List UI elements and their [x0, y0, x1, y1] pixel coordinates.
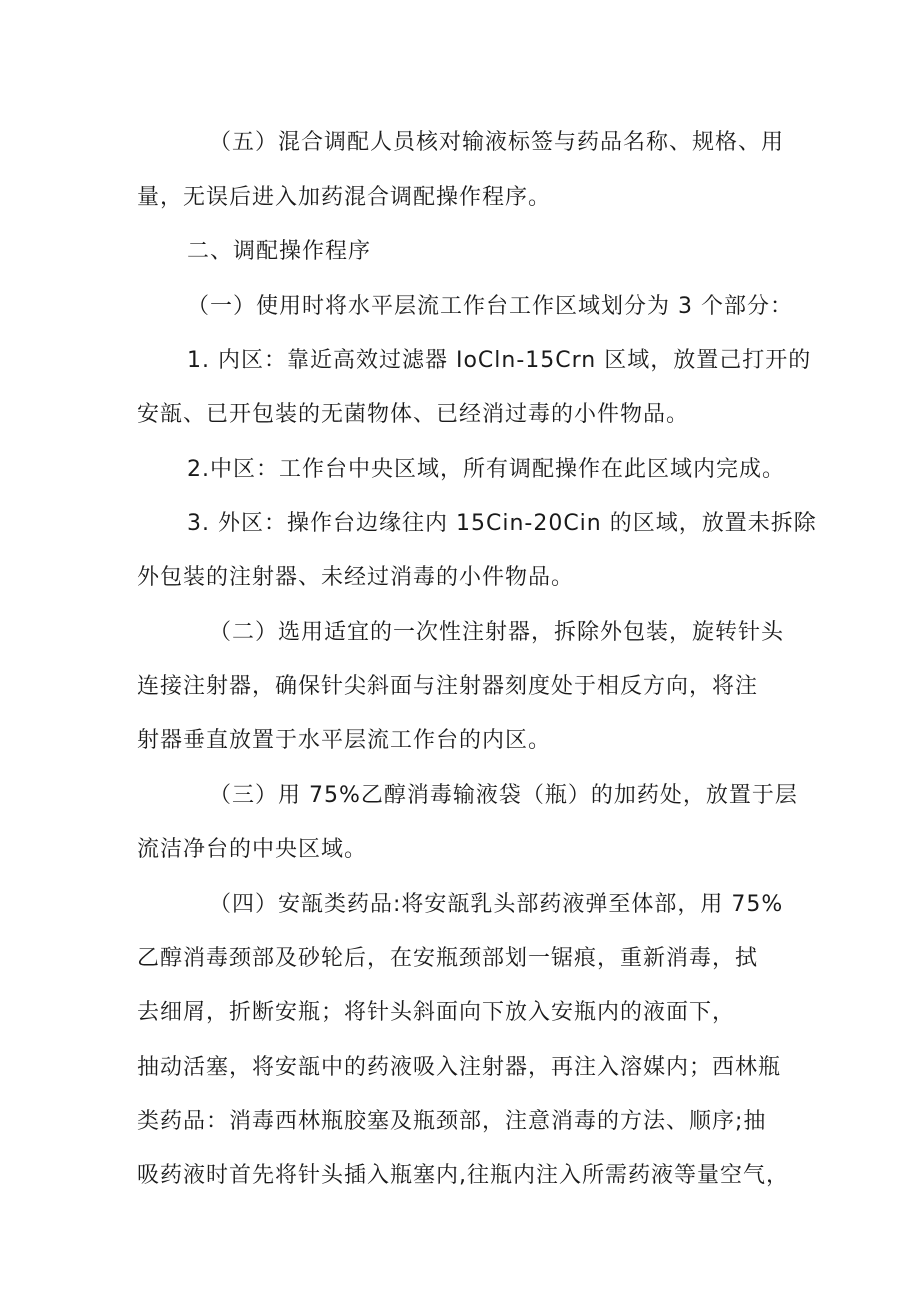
zone-outer-line-1: 3. 外区：操作台边缘往内 15Cin-20Cin 的区域，放置未拆除	[187, 511, 817, 536]
paragraph-5-line-2: 量，无误后进入加药混合调配操作程序。	[137, 185, 552, 210]
item-4-line-4: 抽动活塞，将安瓿中的药液吸入注射器，再注入溶媒内；西林瓶	[137, 1055, 782, 1080]
paragraph-5-line-1: （五）混合调配人员核对输液标签与药品名称、规格、用	[209, 130, 785, 155]
item-4-line-1: （四）安瓿类药品:将安瓿乳头部药液弹至体部，用 75%	[209, 892, 784, 917]
zone-inner-line-2: 安瓿、已开包装的无菌物体、已经消过毒的小件物品。	[137, 402, 690, 427]
section-heading: 二、调配操作程序	[187, 239, 372, 264]
item-4-line-5: 类药品：消毒西林瓶胶塞及瓶颈部，注意消毒的方法、顺序;抽	[137, 1109, 767, 1134]
item-1-line-1: （一）使用时将水平层流工作台工作区域划分为 3 个部分：	[187, 294, 793, 319]
item-4-line-6: 吸药液时首先将针头插入瓶塞内,往瓶内注入所需药液等量空气，	[137, 1163, 789, 1188]
item-2-line-2: 连接注射器，确保针尖斜面与注射器刻度处于相反方向，将注	[137, 674, 759, 699]
item-3-line-1: （三）用 75%乙醇消毒输液袋（瓶）的加药处，放置于层	[209, 783, 798, 808]
item-2-line-3: 射器垂直放置于水平层流工作台的内区。	[137, 728, 552, 753]
item-3-line-2: 流洁净台的中央区域。	[137, 837, 368, 862]
zone-outer-line-2: 外包装的注射器、未经过消毒的小件物品。	[137, 565, 575, 590]
zone-inner-line-1: 1. 内区：靠近高效过滤器 IoCln-15Crn 区域，放置己打开的	[187, 348, 812, 373]
item-4-line-3: 去细屑，折断安瓶；将针头斜面向下放入安瓶内的液面下，	[137, 1000, 736, 1025]
item-2-line-1: （二）选用适宜的一次性注射器，拆除外包装，旋转针头	[209, 620, 785, 645]
zone-middle-line: 2.中区：工作台中央区域，所有调配操作在此区域内完成。	[187, 457, 785, 482]
item-4-line-2: 乙醇消毒颈部及砂轮后，在安瓶颈部划一锯痕，重新消毒，拭	[137, 946, 759, 971]
